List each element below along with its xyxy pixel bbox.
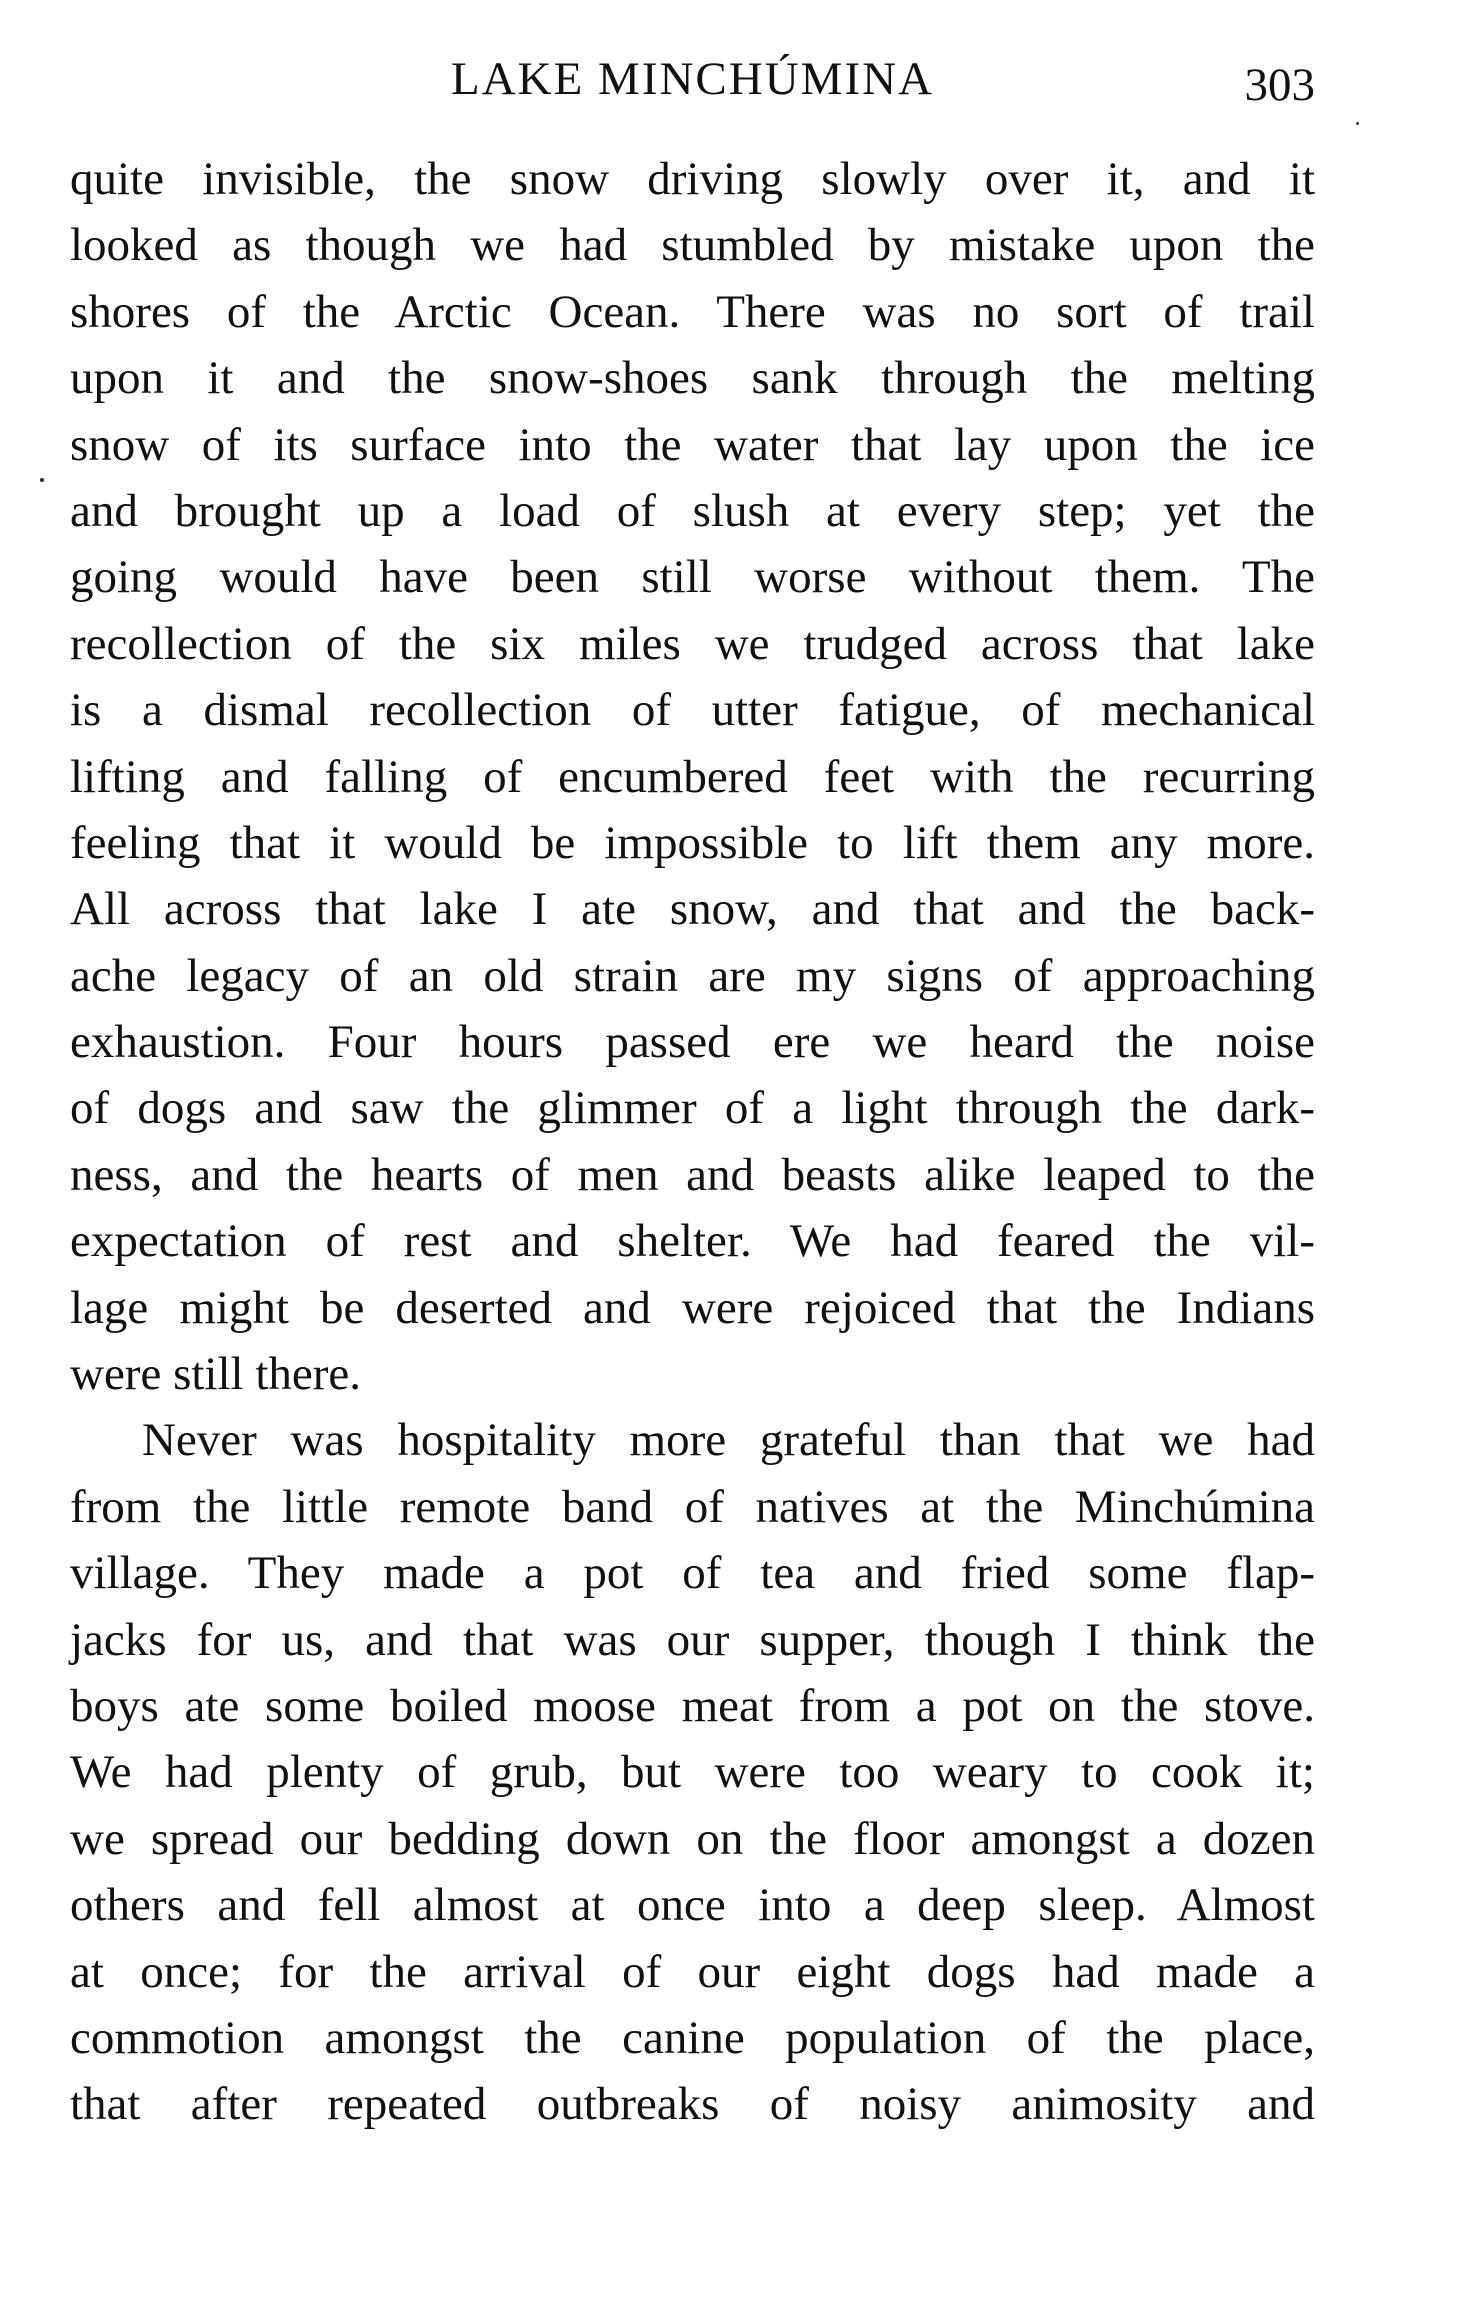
text-line: and brought up a load of slush at every step; yet the (70, 484, 1315, 537)
text-line: others and fell almost at once into a deep sleep. Almost (70, 1879, 1315, 1932)
text-line: quite invisible, the snow driving slowly over it, and it (70, 153, 1315, 205)
scan-speck (1356, 122, 1359, 125)
text-line: that after repeated outbreaks of noisy animosity and (70, 2078, 1315, 2131)
text-line: village. They made a pot of tea and fried some flap- (70, 1547, 1315, 1600)
text-line: snow of its surface into the water that lay upon the ice (70, 418, 1315, 471)
paragraph-2 (70, 1407, 1315, 2137)
text-line: is a dismal recollection of utter fatigue, of mechanical (70, 684, 1315, 737)
text-line: All across that lake I ate snow, and that and the back- (70, 883, 1315, 936)
body-text (70, 146, 1315, 2138)
text-line: feeling that it would be impossible to lift them any more. (70, 816, 1315, 869)
text-line: at once; for the arrival of our eight dogs had made a (70, 1945, 1315, 1998)
text-line: lifting and falling of encumbered feet with the recurring (70, 750, 1315, 803)
text-line: shores of the Arctic Ocean. There was no sort of trail (70, 285, 1315, 338)
running-title: LAKE MINCHÚMINA (451, 53, 934, 105)
text-line: recollection of the six miles we trudged across that lake (70, 617, 1315, 670)
text-line: from the little remote band of natives at the Minchúmina (70, 1480, 1315, 1533)
text-line: ache legacy of an old strain are my signs of approaching (70, 949, 1315, 1002)
text-line: expectation of rest and shelter. We had feared the vil- (70, 1215, 1315, 1268)
paragraph-1 (70, 146, 1315, 1407)
text-line: exhaustion. Four hours passed ere we heard the noise (70, 1016, 1315, 1069)
running-head (70, 52, 1315, 112)
text-line: of dogs and saw the glimmer of a light through the dark- (70, 1082, 1315, 1135)
text-line: We had plenty of grub, but were too weary to cook it; (70, 1746, 1315, 1799)
scan-speck (40, 478, 44, 482)
text-line: Never was hospitality more grateful than that we had (142, 1414, 1315, 1467)
text-line: looked as though we had stumbled by mistake upon the (70, 219, 1315, 272)
text-line: were still there. (70, 1348, 362, 1401)
text-line: lage might be deserted and were rejoiced that the Indians (70, 1281, 1315, 1334)
text-line: upon it and the snow-shoes sank through the melting (70, 352, 1315, 405)
text-line: commotion amongst the canine population of the place, (70, 2011, 1315, 2064)
text-line: jacks for us, and that was our supper, though I think the (70, 1613, 1315, 1666)
text-line: boys ate some boiled moose meat from a pot on the stove. (70, 1679, 1315, 1732)
page-number: 303 (1244, 59, 1315, 111)
text-line: going would have been still worse without them. The (70, 551, 1315, 604)
text-line: ness, and the hearts of men and beasts alike leaped to the (70, 1148, 1315, 1201)
text-line: we spread our bedding down on the floor amongst a dozen (70, 1812, 1315, 1865)
